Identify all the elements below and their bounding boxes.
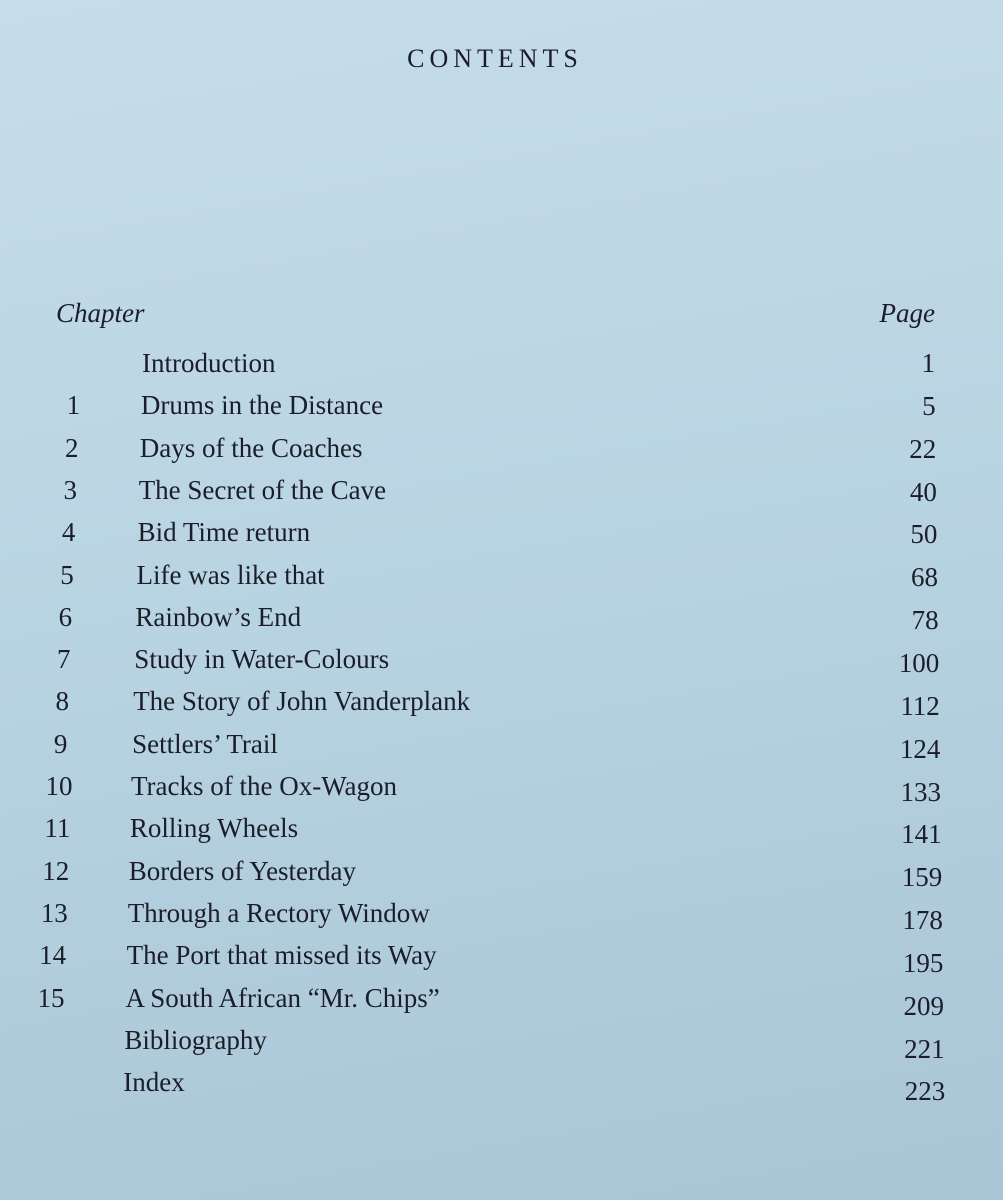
chapter-title[interactable]: The Story of John Vanderplank [133, 686, 471, 717]
chapter-title[interactable]: The Port that missed its Way [126, 940, 437, 971]
chapter-title[interactable]: Through a Rectory Window [127, 897, 430, 928]
chapter-number: 6 [58, 601, 73, 632]
toc-entry[interactable] [0, 560, 1003, 600]
chapter-title[interactable]: Rolling Wheels [129, 813, 299, 844]
chapter-title[interactable]: Settlers’ Trail [132, 728, 278, 759]
toc-entry[interactable] [0, 602, 1003, 642]
toc-entry[interactable] [0, 898, 1003, 938]
page-number: 141 [901, 819, 942, 850]
toc-entry[interactable] [0, 1067, 1003, 1107]
page-number: 50 [910, 519, 938, 550]
toc-entry[interactable] [0, 348, 1003, 388]
page-number: 22 [909, 433, 937, 464]
chapter-number: 1 [66, 390, 81, 421]
chapter-title[interactable]: Bid Time return [137, 517, 311, 548]
toc-entry[interactable] [0, 433, 1003, 473]
page-number: 133 [900, 776, 941, 807]
chapter-title[interactable]: Days of the Coaches [139, 432, 363, 463]
toc-entry[interactable] [0, 729, 1003, 769]
chapter-column-header: Chapter [56, 298, 145, 328]
chapter-title[interactable]: The Secret of the Cave [138, 474, 387, 505]
chapter-title[interactable]: Introduction [142, 348, 276, 378]
chapter-title[interactable]: Study in Water-Colours [134, 644, 390, 675]
chapter-title[interactable]: Bibliography [124, 1024, 267, 1055]
toc-entry[interactable] [0, 983, 1003, 1023]
chapter-number: 12 [42, 855, 70, 886]
chapter-number: 4 [61, 517, 76, 548]
page-number: 100 [898, 647, 940, 678]
chapter-title[interactable]: Index [123, 1067, 185, 1098]
chapter-number: 5 [60, 559, 74, 590]
chapter-title[interactable]: Drums in the Distance [140, 390, 384, 421]
chapter-title[interactable]: Rainbow’s End [135, 601, 302, 632]
toc-entry[interactable] [0, 517, 1003, 557]
page-number: 124 [899, 733, 941, 764]
toc-entry[interactable] [0, 1025, 1003, 1065]
page-number: 78 [911, 605, 939, 636]
toc-entry[interactable] [0, 856, 1003, 896]
page-title: CONTENTS [407, 44, 583, 73]
chapter-number: 7 [57, 644, 71, 675]
page-number: 112 [900, 690, 940, 721]
chapter-number: 11 [44, 813, 71, 844]
chapter-number: 14 [39, 940, 67, 971]
page-number: 209 [903, 990, 944, 1021]
chapter-title[interactable]: Tracks of the Ox-Wagon [131, 771, 398, 801]
page-number: 178 [902, 905, 943, 936]
page-number: 68 [911, 562, 938, 593]
page-number: 5 [922, 390, 936, 421]
page-number: 40 [909, 476, 937, 507]
chapter-number: 8 [55, 686, 69, 717]
chapter-number: 15 [37, 982, 65, 1013]
chapter-number: 2 [65, 432, 79, 463]
chapter-title[interactable]: A South African “Mr. Chips” [125, 982, 440, 1013]
chapter-number: 13 [40, 897, 68, 928]
chapter-title[interactable]: Borders of Yesterday [128, 855, 357, 886]
toc-entry[interactable] [0, 644, 1003, 684]
toc-entry[interactable] [0, 940, 1003, 980]
page-number: 221 [904, 1033, 945, 1064]
toc-entry[interactable] [0, 771, 1003, 811]
page-number: 223 [904, 1076, 946, 1107]
toc-entry[interactable] [0, 686, 1003, 726]
toc-entry[interactable] [0, 390, 1003, 430]
chapter-title[interactable]: Life was like that [136, 559, 325, 590]
page-number: 1 [921, 348, 935, 378]
page-number: 195 [902, 947, 944, 978]
chapter-number: 10 [45, 771, 73, 801]
chapter-number: 9 [53, 728, 68, 759]
chapter-number: 3 [63, 474, 77, 505]
page-number: 159 [901, 862, 943, 893]
toc-entry[interactable] [0, 475, 1003, 515]
page-column-header: Page [879, 298, 935, 328]
toc-entry[interactable] [0, 813, 1003, 853]
